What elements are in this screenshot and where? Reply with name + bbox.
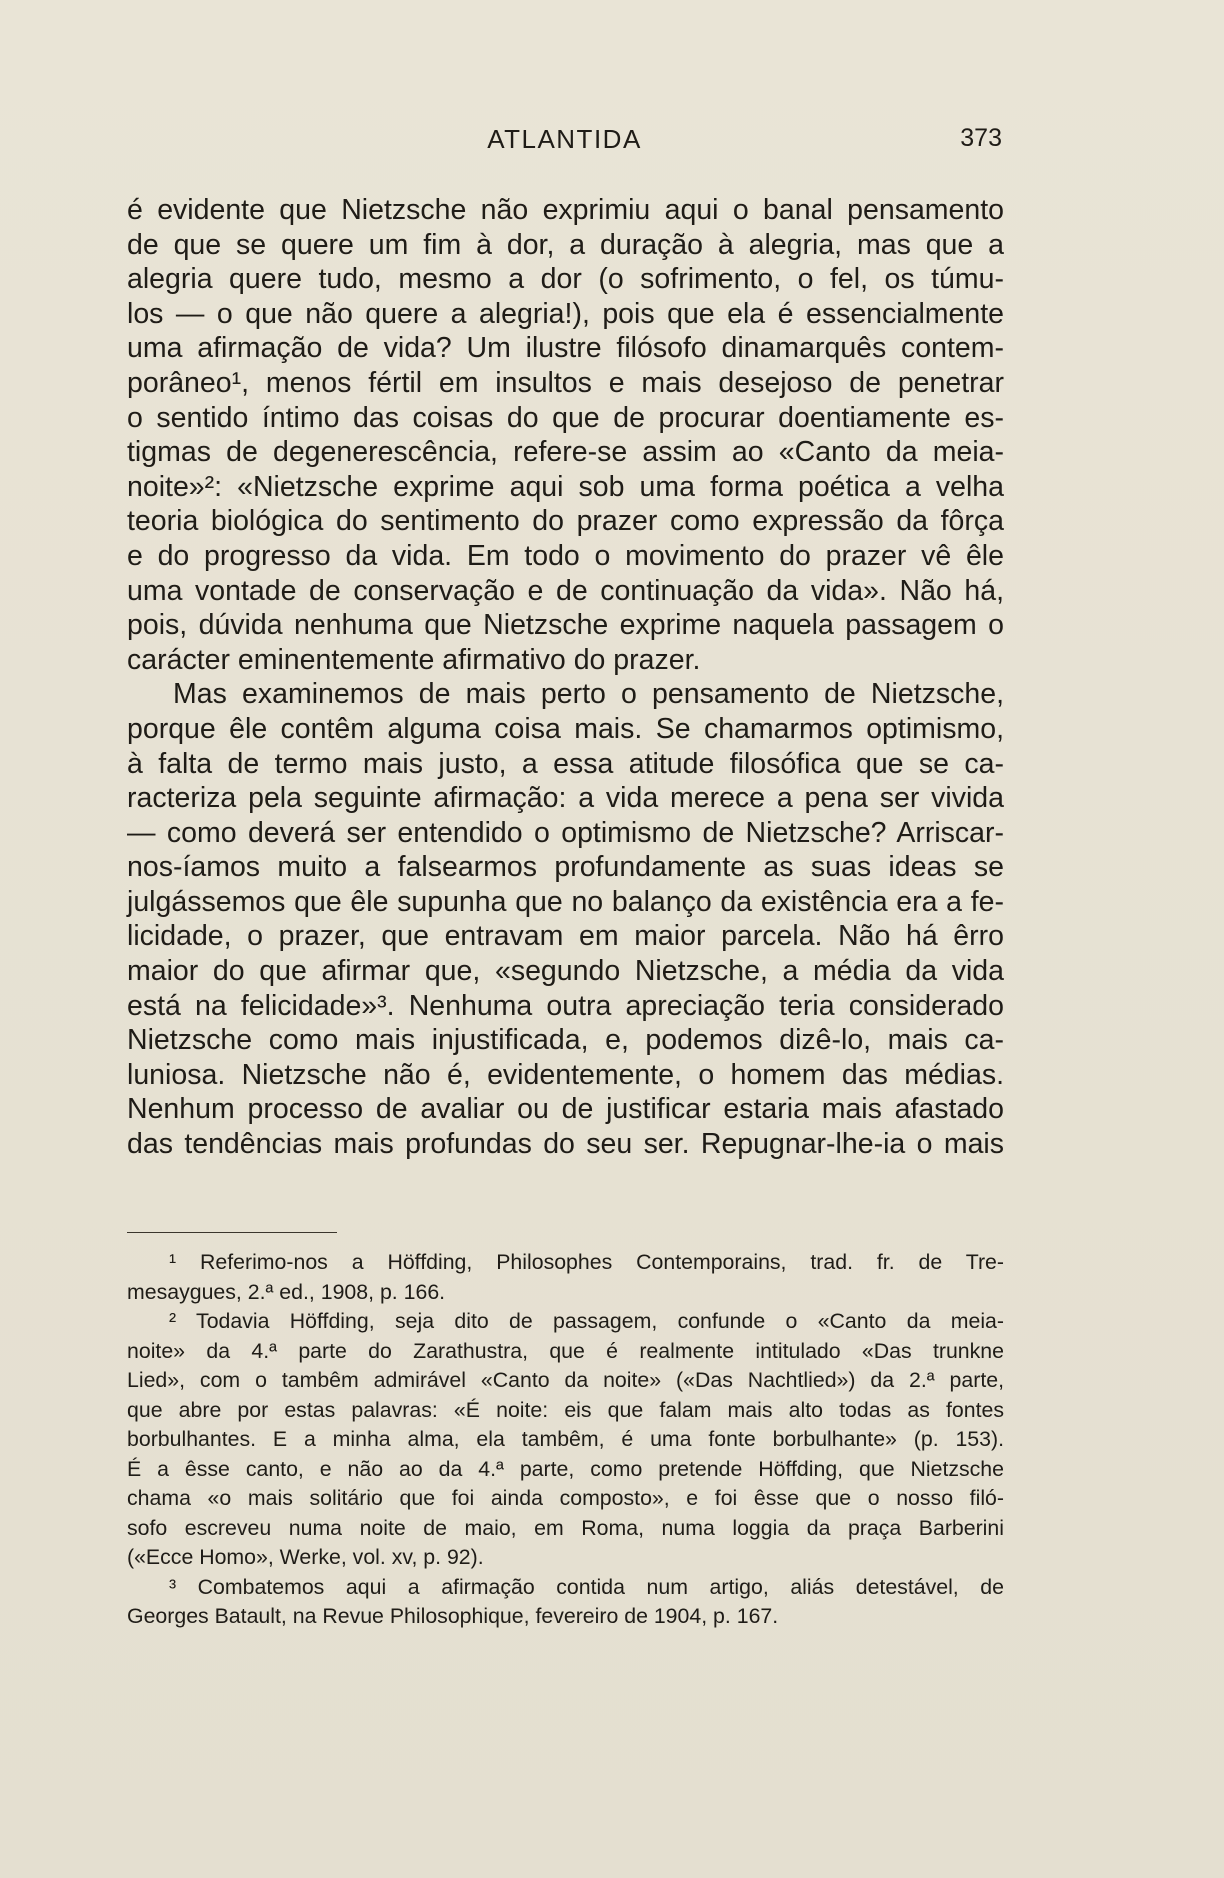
text-line: pois, dúvida nenhuma que Nietzsche exprime naquela passagem o <box>127 609 1004 642</box>
footnote-line: chama «o mais solitário que foi ainda composto», e foi êsse que o nosso filó- <box>127 1486 1004 1510</box>
text-line: é evidente que Nietzsche não exprimiu aqui o banal pensamento <box>127 194 1004 226</box>
text-line: carácter eminentemente afirmativo do prazer. <box>127 643 701 676</box>
footnote-line: ² Todavia Höffding, seja dito de passagem, confunde o «Canto da meia- <box>169 1309 1004 1333</box>
footnote-line: É a êsse canto, e não ao da 4.ª parte, como pretende Höffding, que Nietzsche <box>127 1456 1004 1481</box>
page-number: 373 <box>960 124 1002 152</box>
footnote-line: borbulhantes. E a minha alma, ela tambêm, é uma fonte borbulhante» (p. 153). <box>127 1427 1004 1451</box>
text-line: uma afirmação de vida? Um ilustre filósofo dinamarquês contem- <box>127 332 1004 365</box>
text-line: e do progresso da vida. Em todo o movimento do prazer vê êle <box>127 539 1004 572</box>
footnote-line: noite» da 4.ª parte do Zarathustra, que é realmente intitulado «Das trunkne <box>127 1338 1004 1363</box>
footnote-line: («Ecce Homo», Werke, vol. xv, p. 92). <box>127 1545 484 1569</box>
text-line: — como deverá ser entendido o optimismo de Nietzsche? Arriscar- <box>127 816 1004 849</box>
text-line: à falta de termo mais justo, a essa atitude filosófica que se ca- <box>127 747 1004 780</box>
text-line: de que se quere um fim à dor, a duração à alegria, mas que a <box>127 228 1004 261</box>
text-line: noite»²: «Nietzsche exprime aqui sob uma forma poética a velha <box>127 470 1004 503</box>
body-text <box>127 193 1004 1162</box>
text-line: julgássemos que êle supunha que no balanço da existência era a fe- <box>127 885 1004 918</box>
text-line: está na felicidade»³. Nenhuma outra apreciação teria considerado <box>127 989 1004 1022</box>
text-line: das tendências mais profundas do seu ser. Repugnar-lhe-ia o mais <box>127 1128 1004 1161</box>
text-line: o sentido íntimo das coisas do que de procurar doentiamente es- <box>127 401 1004 434</box>
text-line: los — o que não quere a alegria!), pois que ela é essencialmente <box>127 297 1004 330</box>
footnote-line: ¹ Referimo-nos a Höffding, Philosophes Contemporains, trad. fr. de Tre- <box>169 1250 1004 1274</box>
text-line: uma vontade de conservação e de continuação da vida». Não há, <box>127 574 1004 607</box>
text-line: Nietzsche como mais injustificada, e, podemos dizê-lo, mais ca- <box>127 1024 1004 1057</box>
footnotes <box>127 1248 1004 1632</box>
text-line: Nenhum processo de avaliar ou de justificar estaria mais afastado <box>127 1093 1004 1126</box>
footnote-line: que abre por estas palavras: «É noite: eis que falam mais alto todas as fontes <box>127 1397 1004 1422</box>
text-line: tigmas de degenerescência, refere-se assim ao «Canto da meia- <box>127 436 1004 469</box>
text-line: racteriza pela seguinte afirmação: a vida merece a pena ser vivida <box>127 782 1004 815</box>
footnote-line: Georges Batault, na Revue Philosophique, fevereiro de 1904, p. 167. <box>127 1604 779 1628</box>
text-line: licidade, o prazer, que entravam em maior parcela. Não há êrro <box>127 920 1004 953</box>
text-line: Mas examinemos de mais perto o pensamento de Nietzsche, <box>173 678 1004 711</box>
text-line: teoria biológica do sentimento do prazer como expressão da fôrça <box>127 505 1004 538</box>
footnote-line: Lied», com o tambêm admirável «Canto da noite» («Das Nachtlied») da 2.ª parte, <box>127 1368 1004 1392</box>
text-line: alegria quere tudo, mesmo a dor (o sofrimento, o fel, os túmu- <box>127 263 1004 296</box>
text-line: nos-íamos muito a falsearmos profundamente as suas ideas se <box>127 851 1004 884</box>
text-line: porâneo¹, menos fértil em insultos e mais desejoso de penetrar <box>127 366 1004 399</box>
footnote-line: mesaygues, 2.ª ed., 1908, p. 166. <box>127 1279 446 1304</box>
footnote-line: sofo escreveu numa noite de maio, em Roma, numa loggia da praça Barberini <box>127 1515 1004 1540</box>
text-line: maior do que afirmar que, «segundo Nietzsche, a média da vida <box>127 955 1004 988</box>
text-line: porque êle contêm alguma coisa mais. Se chamarmos optimismo, <box>127 712 1004 745</box>
text-line: luniosa. Nietzsche não é, evidentemente, o homem das médias. <box>127 1058 1004 1091</box>
running-title: ATLANTIDA <box>487 124 642 154</box>
footnote-line: ³ Combatemos aqui a afirmação contida num artigo, aliás detestável, de <box>169 1574 1004 1599</box>
footnote-rule <box>127 1232 337 1233</box>
page-header <box>127 124 1002 160</box>
